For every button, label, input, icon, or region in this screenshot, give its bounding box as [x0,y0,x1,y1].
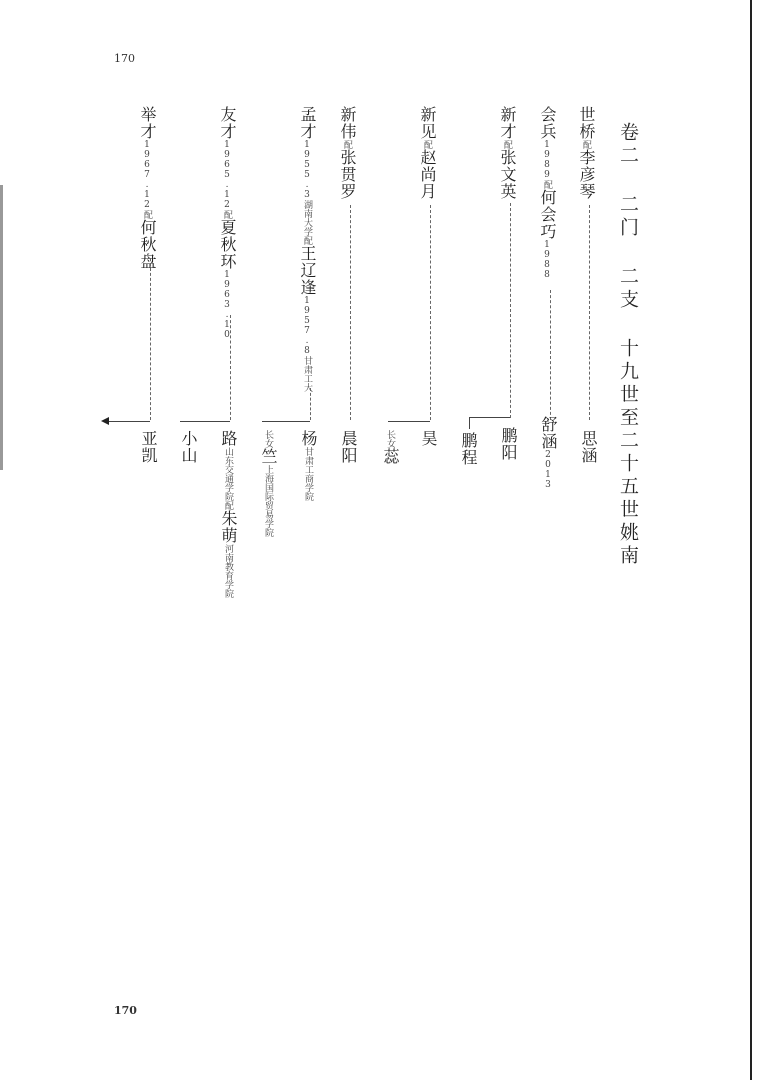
spouse-name: 张贯罗 [338,149,357,200]
page-number-top: 170 [114,52,135,65]
arrow-left-icon [101,417,109,425]
person-note: 1989配 [542,140,552,189]
child-name: 小山 [179,430,198,464]
spouse-name: 王辽逢 [298,245,317,296]
spouse-note: 1957.8甘肃工大 [302,296,312,392]
person-note: 1955.3湖南大学配 [302,140,312,245]
person-note: 配 [581,140,591,149]
branch-line [180,421,230,422]
page-title: 卷二 二门 二支 十九世至二十五世姚南 [617,122,639,568]
child-name: 杨 [299,430,318,447]
lineage-column-3 [499,106,523,200]
child-prefix: 长女 [263,430,273,448]
child-note: 甘肃工商学院 [303,447,313,501]
lineage-line-3 [510,203,511,418]
child-name: 鹏阳 [499,427,518,461]
person-name: 新见 [418,106,437,140]
lineage-line-8 [150,258,151,420]
child-name: 蕊 [381,448,400,465]
lineage-column-6 [299,106,323,392]
lineage-column-4 [419,106,443,200]
page-number-bottom: 170 [114,1004,137,1017]
person-name: 孟才 [298,106,317,140]
lineage-line-4 [430,205,431,420]
child-note: 山东交通学院配 [223,447,233,510]
person-name: 新伟 [338,106,357,140]
child-name: 鹏程 [459,432,478,466]
branch-line [388,421,430,422]
spouse-name: 何秋盘 [138,219,157,270]
lineage-line-7 [230,315,231,420]
branch-drop [469,417,470,429]
child-name: 昊 [419,430,438,447]
person-note: 配 [502,140,512,149]
spouse-note: 1988 [542,240,552,280]
child-note: 上海国际贸易学院 [263,465,273,537]
page-border-left [0,185,3,470]
spouse-name: 夏秋环 [218,219,237,270]
spouse-name: 张文英 [498,149,517,200]
person-name: 新才 [498,106,517,140]
child-name: 亚凯 [139,430,158,464]
lineage-column-7 [219,106,243,340]
lineage-line-5 [350,205,351,420]
child-name: 舒涵 [539,416,558,450]
child-name: 晨阳 [339,430,358,464]
person-name: 友才 [218,106,237,140]
lineage-line-1 [589,205,590,420]
spouse-name: 何会巧 [538,189,557,240]
child-spouse-note: 河南教育学院 [223,544,233,598]
spouse-note: 1963.10 [222,270,232,340]
child-name: 竺 [259,448,278,465]
person-name: 世桥 [577,106,596,140]
arrow-line [108,421,150,422]
child-prefix: 长女 [385,430,395,448]
person-note: 配 [422,140,432,149]
page-border-right [750,0,752,1080]
lineage-line-2 [550,290,551,420]
lineage-line-6 [310,388,311,420]
person-note: 1965.12配 [222,140,232,219]
lineage-column-8 [139,106,163,270]
child-spouse-name: 朱萌 [219,510,238,544]
person-name: 会兵 [538,106,557,140]
lineage-column-5 [339,106,363,200]
spouse-name: 赵尚月 [418,149,437,200]
child-note: 2013 [543,450,553,490]
lineage-column-1 [578,106,602,200]
branch-line [469,417,510,418]
branch-line [262,421,310,422]
person-name: 举才 [138,106,157,140]
lineage-column-2 [539,106,563,280]
person-note: 配 [342,140,352,149]
child-name: 路 [219,430,238,447]
spouse-name: 李彦琴 [577,149,596,200]
person-note: 1967.12配 [142,140,152,219]
child-name: 思涵 [579,430,598,464]
